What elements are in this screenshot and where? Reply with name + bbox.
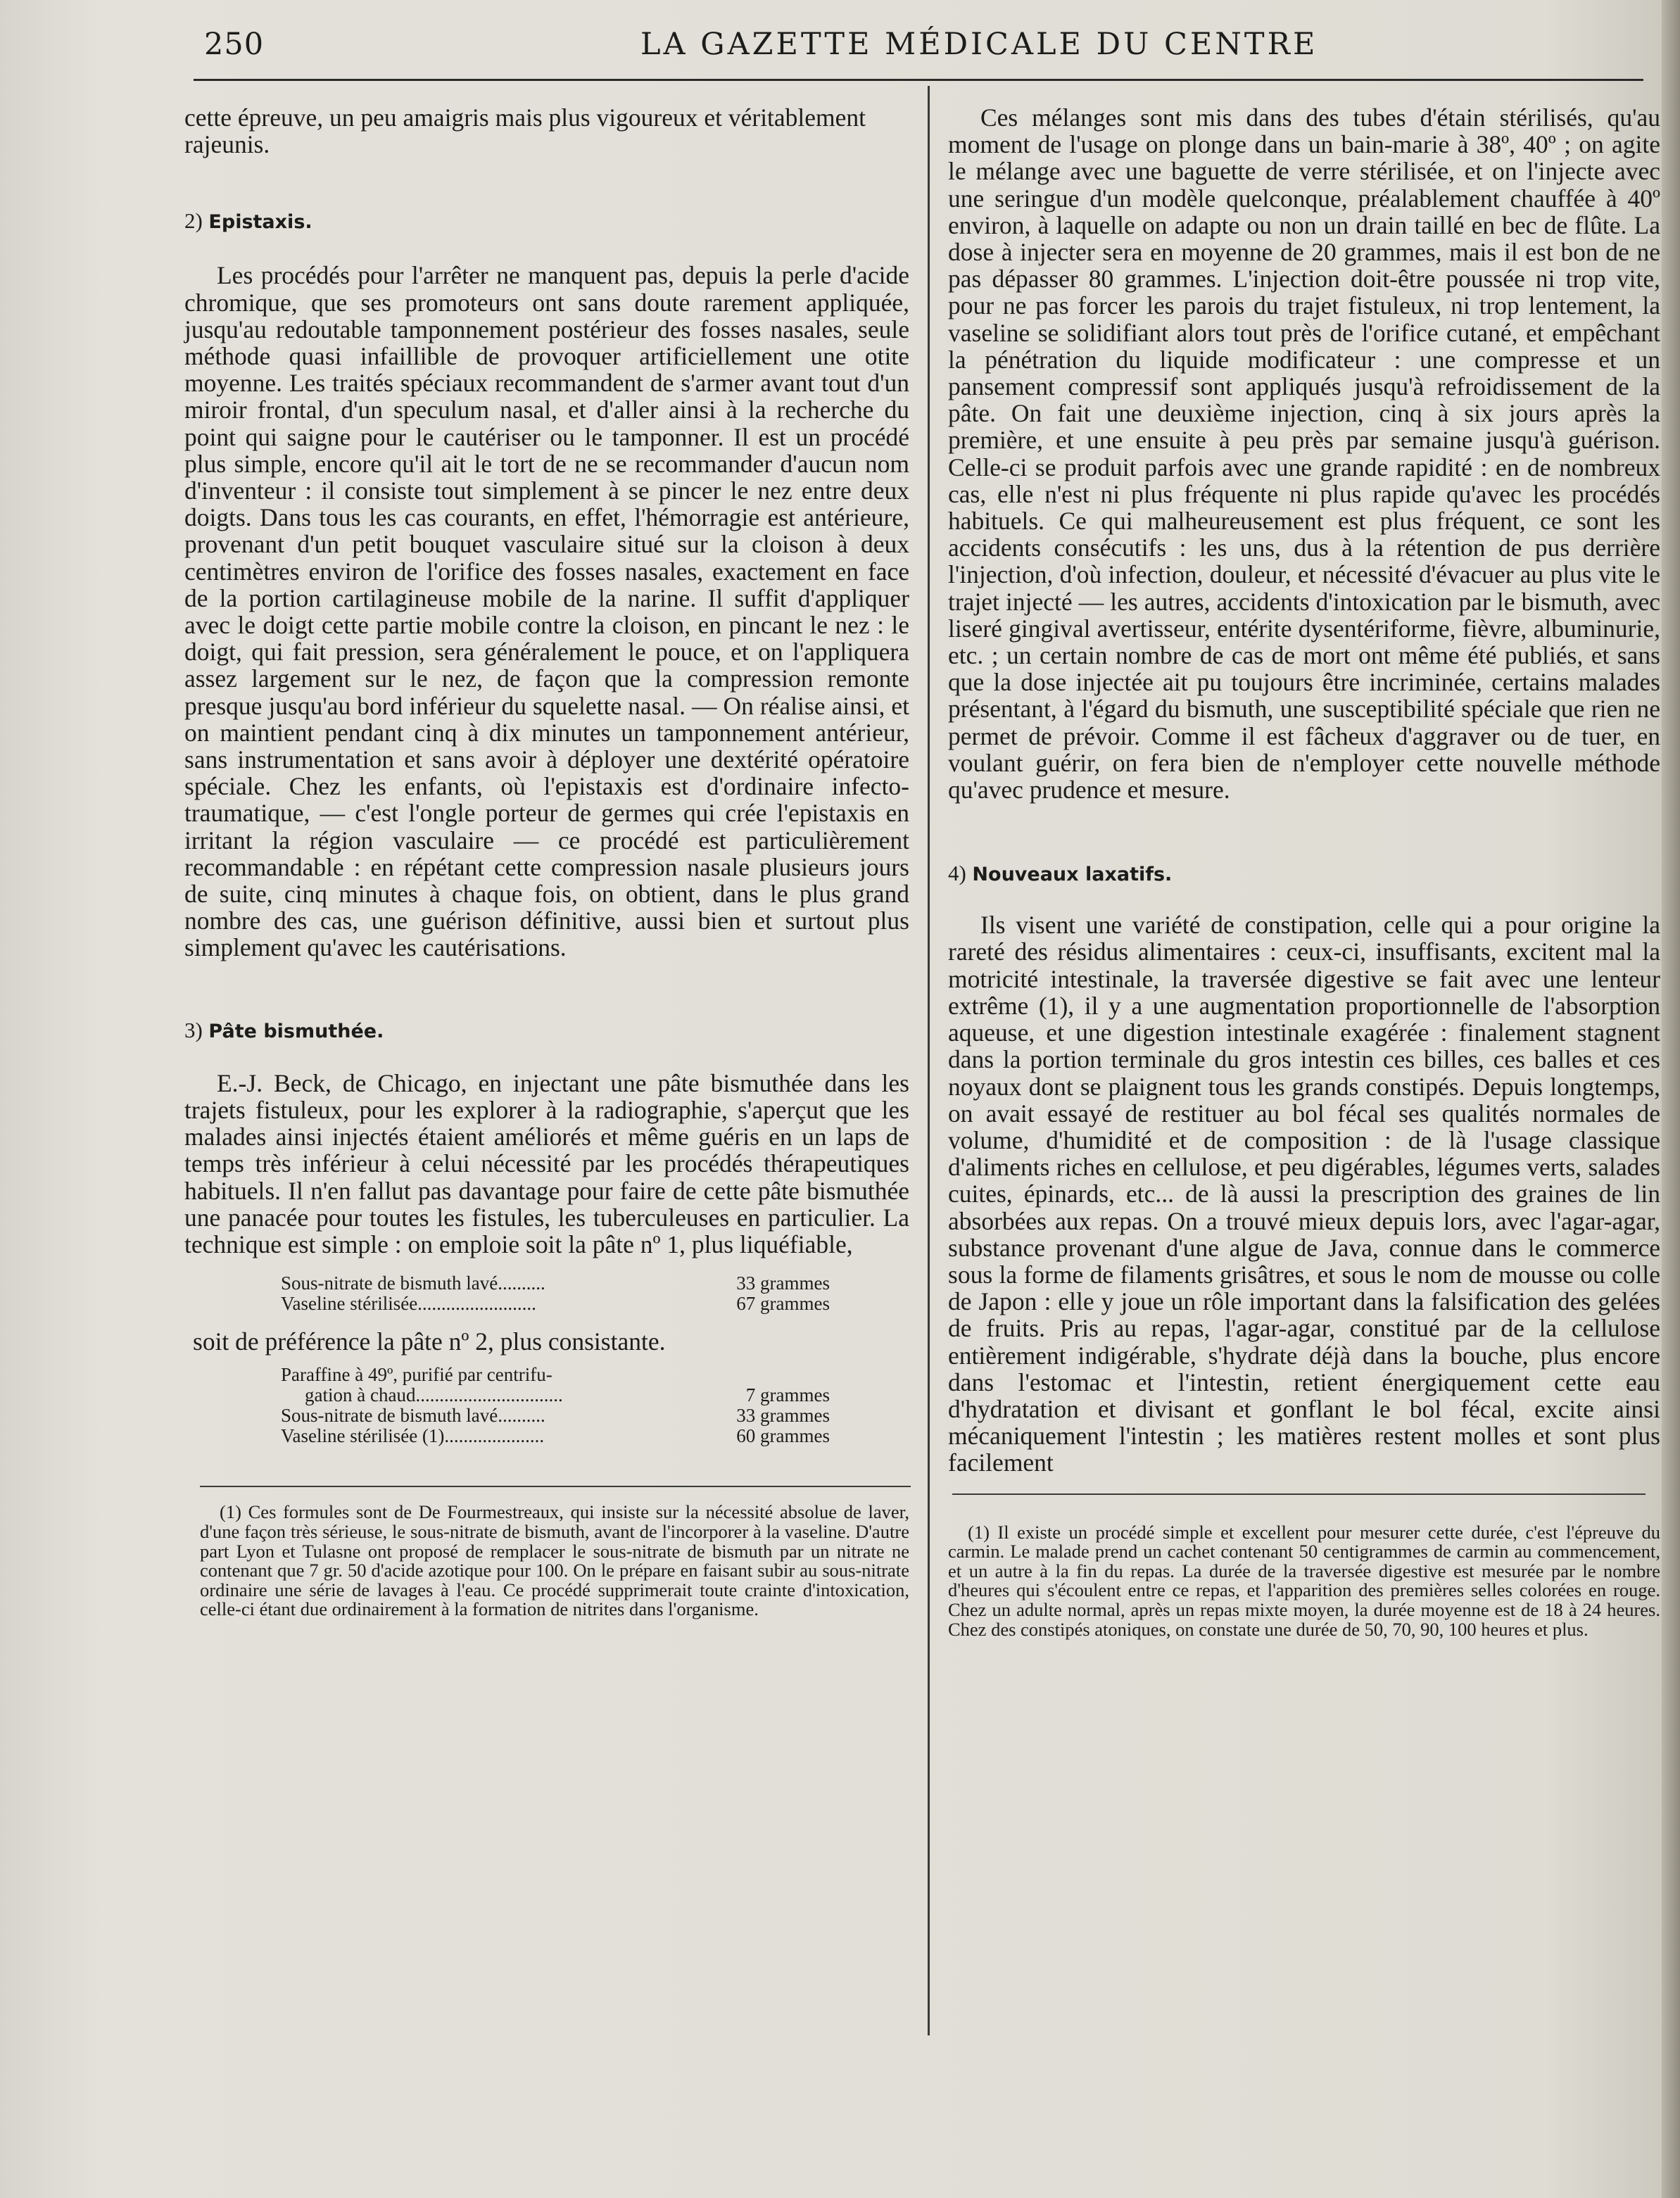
- left-column: [184, 104, 909, 1619]
- epistaxis-body: Les procédés pour l'arrêter ne manquent pas, depuis la perle d'acide chromique, que ses promoteurs ont sans doute rarement appliquée, jusqu'au redoutable tamponnement postérieur des fosses nasales, seule méthode quasi infaillible de provoquer artificiellement une otite moyenne. Les traités spéciaux recommandent de s'armer avant tout d'un miroir frontal, d'un speculum nasal, et d'aller ainsi à la recherche du point qui saigne pour le cautériser ou le tamponner. Il est un procédé plus simple, encore qu'il ait le tort de ne se recommander d'aucun nom d'inventeur : il consiste tout simplement à se pincer le nez entre deux doigts. Dans tous les cas courants, en effet, l'hémorragie est antérieure, provenant d'un petit bouquet vasculaire situé sur la cloison à deux centimètres environ de l'orifice des fosses nasales, exactement en face de la portion cartilagineuse mobile de la narine. Il suffit d'appliquer avec le doigt cette partie mobile contre la cloison, en pincant le nez : le doigt, qui fait pression, sera généralement le pouce, et on l'appliquera assez largement sur le nez, de façon que la compression remonte presque jusqu'au bord inférieur du squelette nasal. — On réalise ainsi, et on maintient pendant cinq à dix minutes un tamponnement antérieur, sans instrumentation et sans avoir à déployer une dextérité opératoire spéciale. Chez les enfants, où l'epistaxis est d'ordinaire infecto-traumatique, — c'est l'ongle porteur de germes qui crée l'epistaxis en irritant la région vasculaire — ce procédé est particulièrement recommandable : en répétant cette compression nasale plusieurs jours de suite, cinq minutes à chaque fois, on obtient, dans le plus grand nombre des cas, une guérison définitive, aussi bien et surtout plus simplement qu'avec les cautérisations.: [184, 261, 909, 962]
- formula-ingredient: Vaseline stérilisée (1).....................: [281, 1425, 545, 1447]
- section-number: 3): [184, 1017, 203, 1042]
- section-title: Nouveaux laxatifs.: [972, 864, 1173, 886]
- footnote-right: (1) Il existe un procédé simple et excellent pour mesurer cette durée, c'est l'épreuve du carmin. Le malade prend un cachet contenant 50 centigrammes de carmin au commencement, et un autre à la fin du repas. La durée de la traversée digestive est mesurée par le nombre d'heures qui s'écoulent entre ce repas, et l'apparition des premières selles colorées en rouge. Chez un adulte normal, après un repas mixte moyen, la durée moyenne est de 18 à 24 heures. Chez des constipés atoniques, on constate une durée de 50, 70, 90, 100 heures et plus.: [948, 1521, 1660, 1640]
- page-number: 250: [204, 27, 265, 62]
- laxatifs-body: Ils visent une variété de constipation, celle qui a pour origine la rareté des résidus alimentaires : ceux-ci, insuffisants, excitent mal la motricité intestinale, la traversée digestive se fait avec une lenteur extrême (1), il y a une augmentation proportionnelle de l'absorption aqueuse, et une digestion intestinale exagérée : finalement stagnent dans la portion terminale du gros intestin ces billes, ces balles et ces noyaux dont se plaignent tous les grands constipés. Depuis longtemps, on avait essayé de restituer au bol fécal ses qualités normales de volume, d'humidité et de composition : de là l'usage classique d'aliments riches en cellulose, et peu digérables, légumes verts, salades cuites, épinards, etc... de là aussi la prescription des graines de lin absorbées aux repas. On a trouvé mieux depuis lors, avec l'agar-agar, substance provenant d'une algue de Java, connue dans le commerce sous la forme de filaments grisâtres, et sous le nom de mousse ou colle de Japon : elle y joue un rôle important dans la falsification des gelées de fruits. Pris au repas, l'agar-agar, constitué par de la cellulose entièrement indigérable, s'hydrate déjà dans la bouche, plus encore dans l'estomac et l'intestin, retient énergiquement cette eau d'hydratation et divisant et gonflant le bol fécal, excite ainsi mécaniquement l'intestin ; les matières restent molles et sont plus facilement: [948, 911, 1660, 1477]
- formula-quantity: 60 grammes: [736, 1425, 830, 1447]
- running-head: [204, 27, 1640, 70]
- formula-line: Paraffine à 49º, purifié par centrifu-: [281, 1364, 552, 1386]
- section-heading-pate-bismuthee: [184, 1018, 909, 1043]
- pate-bismuthee-body: E.-J. Beck, de Chicago, en injectant une pâte bismuthée dans les trajets fistuleux, pour les explorer à la radiographie, s'aperçut que les malades ainsi injectés étaient améliorés et même guéris en un laps de temps très inférieur à celui nécessité par les procédés thérapeutiques habituels. Il n'en fallut pas davantage pour faire de cette pâte bismuthée une panacée pour toutes les fistules, les tuberculeuses en particulier. La technique est simple : on emploie soit la pâte nº 1, plus liquéfiable,: [184, 1068, 909, 1258]
- injection-paragraph: Ces mélanges sont mis dans des tubes d'étain stérilisés, qu'au moment de l'usage on plonge dans un bain-marie à 38º, 40º ; on agite le mélange avec une baguette de verre stérilisée, et on l'injecte avec une seringue d'un modèle quelconque, préalablement chauffée à 40º environ, à laquelle on adapte ou non un drain taillé en bec de flûte. La dose à injecter sera en moyenne de 20 grammes, mais il est bon de ne pas dépasser 80 grammes. L'injection doit-être poussée ni trop vite, pour ne pas forcer les parois du trajet fistuleux, ni trop lentement, la vaseline se solidifiant alors tout près de l'orifice cutané, et empêchant la pénétration du liquide modificateur : une compresse et un pansement compressif sont appliqués jusqu'à refroidissement de la pâte. On fait une deuxième injection, cinq à six jours après la première, et une ensuite à peu près par semaine jusqu'à guérison. Celle-ci se produit parfois avec une grande rapidité : en de nombreux cas, elle n'est ni plus fréquente ni plus rapide qu'avec les procédés habituels. Ce qui malheureusement est plus fréquent, ce sont les accidents consécutifs : les uns, dus à la rétention de pus derrière l'injection, d'où infection, douleur, et nécessité d'évacuer au plus vite le trajet injecté — les autres, accidents d'intoxication par le bismuth, avec liseré gingival avertisseur, entérite dysentériforme, fièvre, albuminurie, etc. ; un certain nombre de cas de mort ont même été publiés, et sans que la dose injectée ait pu toujours être incriminée, certains malades présentant, à l'égard du bismuth, une susceptibilité spéciale que rien ne permet de prévoir. Comme il est fâcheux d'aggraver ou de tuer, en voulant guérir, on fera bien de n'employer cette nouvelle méthode qu'avec prudence et mesure.: [948, 103, 1660, 804]
- section-title: Epistaxis.: [208, 211, 312, 234]
- footnote-left: (1) Ces formules sont de De Fourmestreaux, qui insiste sur la nécessité absolue de laver, d'une façon très sérieuse, le sous-nitrate de bismuth, avant de l'incorporer à la vaseline. D'autre part Lyon et Tulasne ont proposé de remplacer le sous-nitrate de bismuth par un nitrate ne contenant que 7 gr. 50 d'acide azotique pour 100. On le prépare en faisant subir au sous-nitrate ordinaire une série de lavages à l'eau. Ce procédé supprimerait toute crainte d'intoxication, celle-ci étant due ordinairement à la formation de nitrites dans l'organisme.: [200, 1501, 909, 1620]
- footnote-rule: [952, 1493, 1646, 1495]
- section-number: 4): [948, 861, 966, 886]
- section-number: 2): [184, 208, 203, 234]
- formula-row: [281, 1273, 830, 1294]
- formula-ingredient: gation à chaud...............................: [305, 1384, 563, 1406]
- formula-ingredient: Sous-nitrate de bismuth lavé..........: [281, 1405, 545, 1427]
- formula-quantity: 7 grammes: [745, 1384, 830, 1406]
- formula-ingredient: Vaseline stérilisée.........................: [281, 1293, 536, 1315]
- formula-row: [281, 1406, 830, 1426]
- formula-ingredient: Sous-nitrate de bismuth lavé..........: [281, 1272, 545, 1294]
- section-heading-epistaxis: [184, 208, 909, 234]
- right-column: [948, 104, 1660, 1639]
- continued-paragraph: cette épreuve, un peu amaigris mais plus vigoureux et véritablement rajeunis.: [184, 103, 866, 159]
- header-rule: [194, 79, 1643, 81]
- formula-row: [281, 1385, 830, 1406]
- formula-quantity: 67 grammes: [736, 1293, 830, 1315]
- formula-quantity: 33 grammes: [736, 1405, 830, 1427]
- formula-quantity: 33 grammes: [736, 1272, 830, 1294]
- formula-row: [281, 1294, 830, 1314]
- section-heading-nouveaux-laxatifs: [948, 861, 1660, 886]
- column-divider: [928, 86, 930, 2035]
- page-edge: [1662, 0, 1680, 2198]
- section-title: Pâte bismuthée.: [208, 1020, 384, 1042]
- formula-paste-2: [281, 1365, 830, 1446]
- formula-transition: soit de préférence la pâte nº 2, plus consistante.: [193, 1327, 666, 1356]
- formula-row: [281, 1426, 830, 1446]
- journal-title: LA GAZETTE MÉDICALE DU CENTRE: [640, 27, 1318, 62]
- footnote-rule: [200, 1486, 911, 1487]
- formula-paste-1: [281, 1273, 830, 1314]
